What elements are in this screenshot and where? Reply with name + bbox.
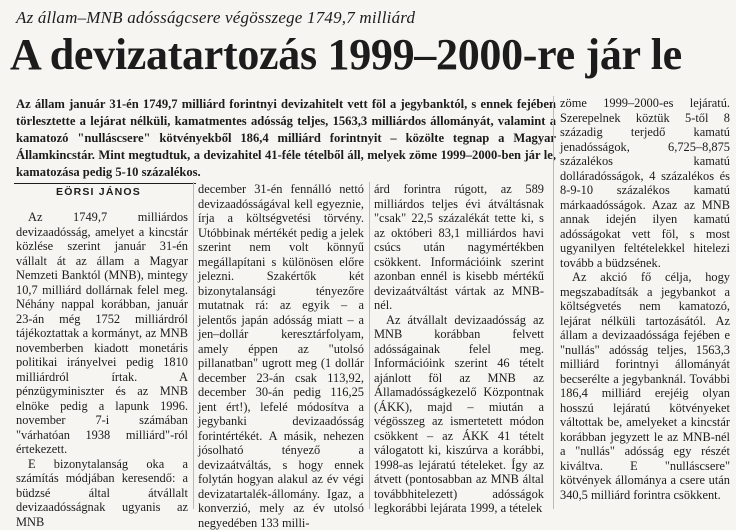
- article-headline: A devizatartozás 1999–2000-re jár le: [10, 30, 682, 79]
- paragraph: zöme 1999–2000-es lejáratú. Szerepelnek köztük 5-től 8 századig terjedő kamatú jenadósságok, 6,725–8,875 százalékos kamatú dolláradósságok, 4 százalékos és 8-9-10 százalékos kamatú márkaadósságok. Azaz az MNB annak idején ilyen kamatú adósságokat vett föl, s most ugyanilyen feltételekkel hitelezi tovább a büdzsének.: [560, 96, 730, 270]
- article-column-3: [374, 182, 544, 516]
- column-divider: [193, 182, 194, 509]
- article-byline: EÖRSI JÁNOS: [56, 186, 141, 198]
- paragraph: E bizonytalanság oka a számítás módjában keresendő: a büdzsé által átvállalt devizaadósságnak ugyanis az MNB: [16, 456, 188, 529]
- paragraph: Az 1749,7 milliárdos devizaadósság, amelyet a kincstár közlése szerint január 31-én vállalt át az állam a Magyar Nemzeti Banktól (MNB), mintegy 10,7 milliárd dollárnak felel meg. Néhány nappal korábban, január 23-án még 1752 milliárdról tájékoztattak a kormányt, az MNB novemberben kiadott monetáris politikai irányelvei pedig 1810 milliárdról írtak. A pénzügyminiszter és az MNB elnöke pedig a lapunk 1996. november 7-i számában "várhatóan 1938 milliárd"-ról értekezett.: [16, 210, 188, 456]
- column-divider: [369, 182, 370, 509]
- paragraph: december 31-én fennálló nettó devizaadósságával kell egyeznie, írja a költségvetési törvény. Utóbbinak mértékét pedig a jelek szerint nem volt könnyű megállapítani s különösen előre jelezni. Szakértők két bizonytalansági tényezőre mutatnak rá: az egyik – a jelentős japán adósság miatt – a jen–dollár keresztárfolyam, amely éppen az "utolsó pillanatban" ugrott meg (1 dollár december 23-án csak 113,92, december 30-án pedig 116,25 jent ért!), lefelé módosítva a jegybanki devizaadósság forintértékét. A másik, nehezen jósolható tényező a devizaátváltás, s hogy ennek folytán hogyan alakul az év végi devizatartalék-állomány. Igaz, a konverzió, mely az év utolsó negyedében 133 milli-: [198, 182, 364, 530]
- paragraph: árd forintra rúgott, az 589 milliárdos teljes évi átváltásnak "csak" 22,5 százalékát tette ki, s az októberi 83,1 milliárdos havi csúcs után nagymértékben csökkent. Információink szerint azonban ennél is kisebb mértékű devizaátváltást vártak az MNB-nél.: [374, 182, 544, 312]
- column-divider: [553, 96, 554, 509]
- article-column-2: [198, 182, 364, 530]
- article-kicker: Az állam–MNB adósságcsere végösszege 1749,7 milliárd: [16, 8, 416, 27]
- article-column-1: [16, 210, 188, 529]
- byline-rule: [14, 183, 196, 184]
- article-lead: Az állam január 31-én 1749,7 milliárd forintnyi devizahitelt vett föl a jegybanktól, s ennek fejében törlesztette a lejárat nélküli, kamatmentes adósság teljes, 1563,3 milliárdos állományát, valamint a kamatozó "nulláscsere" kötvényekből 186,4 milliárd forintnyit – közölte tegnap a Magyar Államkincstár. Mint megtudtuk, a devizahitel 41-féle tételből áll, melyek zöme 1999–2000-ben jár le, kamatozása pedig 5-10 százalékos.: [16, 97, 556, 179]
- paragraph: Az akció fő célja, hogy megszabadítsák a jegybankot a költségvetés nem kamatozó, lejárat nélküli tartozásától. Az állam a devizaadóssága fejében e "nullás" adósság teljes, 1563,3 milliárd forintnyi állományát becserélte a jegybanknál. További 186,4 milliárd erejéig olyan hosszú lejáratú kötvényeket váltottak be, amelyeket a kincstár korábban jegyzett le az MNB-nél a "nullás" adósság egy részét kiváltva. E "nulláscsere" kötvények állománya a csere után 340,5 milliárd forintra csökkent.: [560, 270, 730, 502]
- article-column-4: [560, 96, 730, 502]
- paragraph: Az átvállalt devizaadósság az MNB korábban felvett adósságainak felel meg. Információink szerint 46 tételt ajánlott föl az MNB az Államadósságkezelő Központnak (ÁKK), majd – miután a végösszeg az ismertetett módon csökkent – az ÁKK 41 tételt válogatott ki, kiszúrva a korábbi, 1998-as lejáratú tételeket. Így az átvett (pontosabban az MNB által továbbhitelezett) adósságok legkorábbi lejárata 1999, a tételek: [374, 312, 544, 515]
